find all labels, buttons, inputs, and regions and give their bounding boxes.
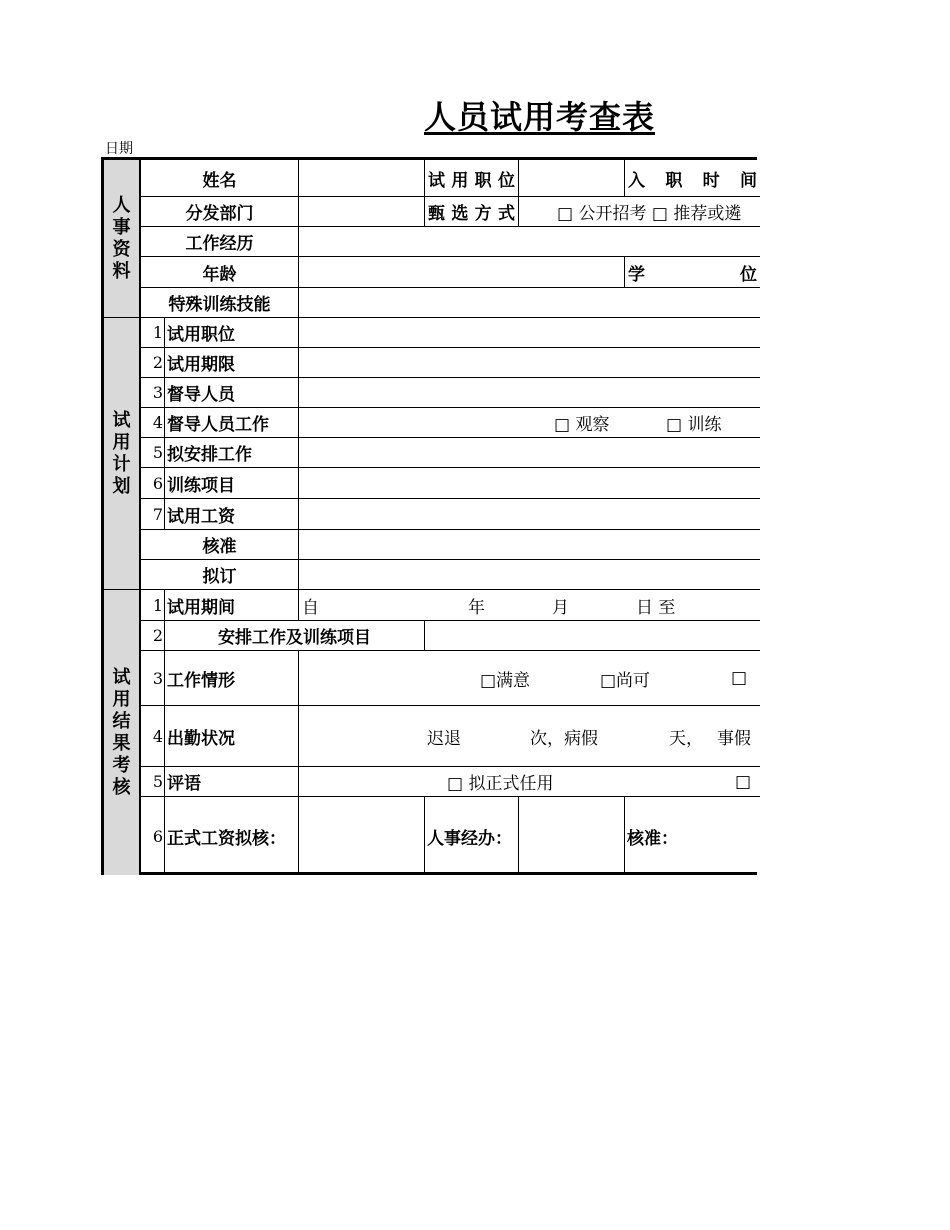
attendance-personal: 事假 [717, 728, 751, 749]
performance-label: 工作情形 [165, 651, 299, 706]
selection-options[interactable]: □ 公开招考 □ 推荐或遴 [519, 197, 760, 227]
approve-label: 核准 [141, 530, 299, 560]
plan-item-field[interactable] [299, 318, 760, 348]
probation-form [101, 157, 757, 875]
period-label: 试用期间 [165, 590, 299, 621]
plan-item-label: 训练项目 [165, 468, 299, 499]
plan-item-field[interactable] [299, 468, 760, 499]
section-personnel-label: 人 事 资 料 [112, 194, 131, 282]
attendance-days: 天， [669, 728, 703, 749]
selection-label: 甄 选 方 式 [425, 197, 519, 227]
row-number: 3 [141, 378, 165, 408]
comment-options[interactable] [299, 767, 760, 797]
name-label: 姓名 [141, 160, 299, 197]
performance-options[interactable] [299, 651, 760, 706]
row-number: 6 [141, 468, 165, 499]
skills-field[interactable] [299, 288, 760, 318]
approve-field[interactable] [299, 530, 760, 560]
row-number: 7 [141, 499, 165, 530]
period-field[interactable] [299, 590, 760, 621]
hr-label: 人事经办： [425, 797, 519, 875]
entry-time-label: 入 职 时 间 [625, 160, 760, 197]
arrangement-field[interactable] [425, 621, 760, 651]
option-other-comment[interactable]: □ [735, 771, 752, 792]
option-formal-hire[interactable]: □ 拟正式任用 [447, 774, 554, 794]
hr-field[interactable] [519, 797, 625, 875]
option-observe[interactable]: □ 观察 [554, 415, 610, 435]
department-field[interactable] [299, 197, 425, 227]
experience-label: 工作经历 [141, 227, 299, 257]
plan-item-field[interactable] [299, 499, 760, 530]
row-number: 4 [141, 706, 165, 767]
section-plan-label: 试 用 计 划 [112, 409, 131, 497]
plan-item-label: 试用期限 [165, 348, 299, 378]
salary-label: 正式工资拟核： [165, 797, 299, 875]
position-field[interactable] [519, 160, 625, 197]
period-month: 月 [552, 597, 569, 618]
period-day-to: 日 至 [636, 597, 676, 618]
date-label: 日期 [105, 141, 133, 157]
attendance-field[interactable] [299, 706, 760, 767]
row-number: 1 [141, 590, 165, 621]
option-train[interactable]: □ 训练 [666, 415, 722, 435]
section-result-label: 试 用 结 果 考 核 [112, 666, 131, 798]
position-label: 试 用 职 位 [425, 160, 519, 197]
comment-label: 评语 [165, 767, 299, 797]
attendance-sick: 次，病假 [530, 728, 598, 749]
final-approve-label: 核准： [627, 828, 678, 849]
age-label: 年龄 [141, 257, 299, 288]
plan-item-label: 拟安排工作 [165, 438, 299, 468]
attendance-label: 出勤状况 [165, 706, 299, 767]
section-plan [104, 318, 141, 590]
plan-item-field[interactable] [299, 438, 760, 468]
row-number: 6 [141, 797, 165, 875]
plan-item-field[interactable] [299, 348, 760, 378]
attendance-late: 迟退 [427, 728, 461, 749]
section-result [104, 590, 141, 875]
skills-label: 特殊训练技能 [141, 288, 299, 318]
age-field[interactable] [299, 257, 625, 288]
row-number: 4 [141, 408, 165, 438]
section-personnel [104, 160, 141, 318]
row-number: 1 [141, 318, 165, 348]
salary-field[interactable] [299, 797, 425, 875]
option-satisfied[interactable]: □满意 [480, 670, 531, 691]
option-other[interactable]: □ [731, 668, 748, 688]
plan-item-label: 督导人员 [165, 378, 299, 408]
draft-field[interactable] [299, 560, 760, 590]
row-number: 2 [141, 348, 165, 378]
period-year: 年 [468, 597, 485, 618]
plan-item-field[interactable] [299, 408, 760, 438]
arrangement-label: 安排工作及训练项目 [165, 621, 425, 651]
row-number: 2 [141, 621, 165, 651]
plan-item-label: 督导人员工作 [165, 408, 299, 438]
degree-label: 学 位 [625, 257, 760, 288]
draft-label: 拟订 [141, 560, 299, 590]
department-label: 分发部门 [141, 197, 299, 227]
period-from: 自 [302, 597, 319, 618]
row-number: 3 [141, 651, 165, 706]
page-title: 人员试用考查表 [424, 98, 656, 136]
plan-item-label: 试用职位 [165, 318, 299, 348]
plan-item-field[interactable] [299, 378, 760, 408]
plan-item-label: 试用工资 [165, 499, 299, 530]
row-number: 5 [141, 767, 165, 797]
experience-field[interactable] [299, 227, 760, 257]
name-field[interactable] [299, 160, 425, 197]
option-acceptable[interactable]: □尚可 [600, 670, 651, 691]
row-number: 5 [141, 438, 165, 468]
